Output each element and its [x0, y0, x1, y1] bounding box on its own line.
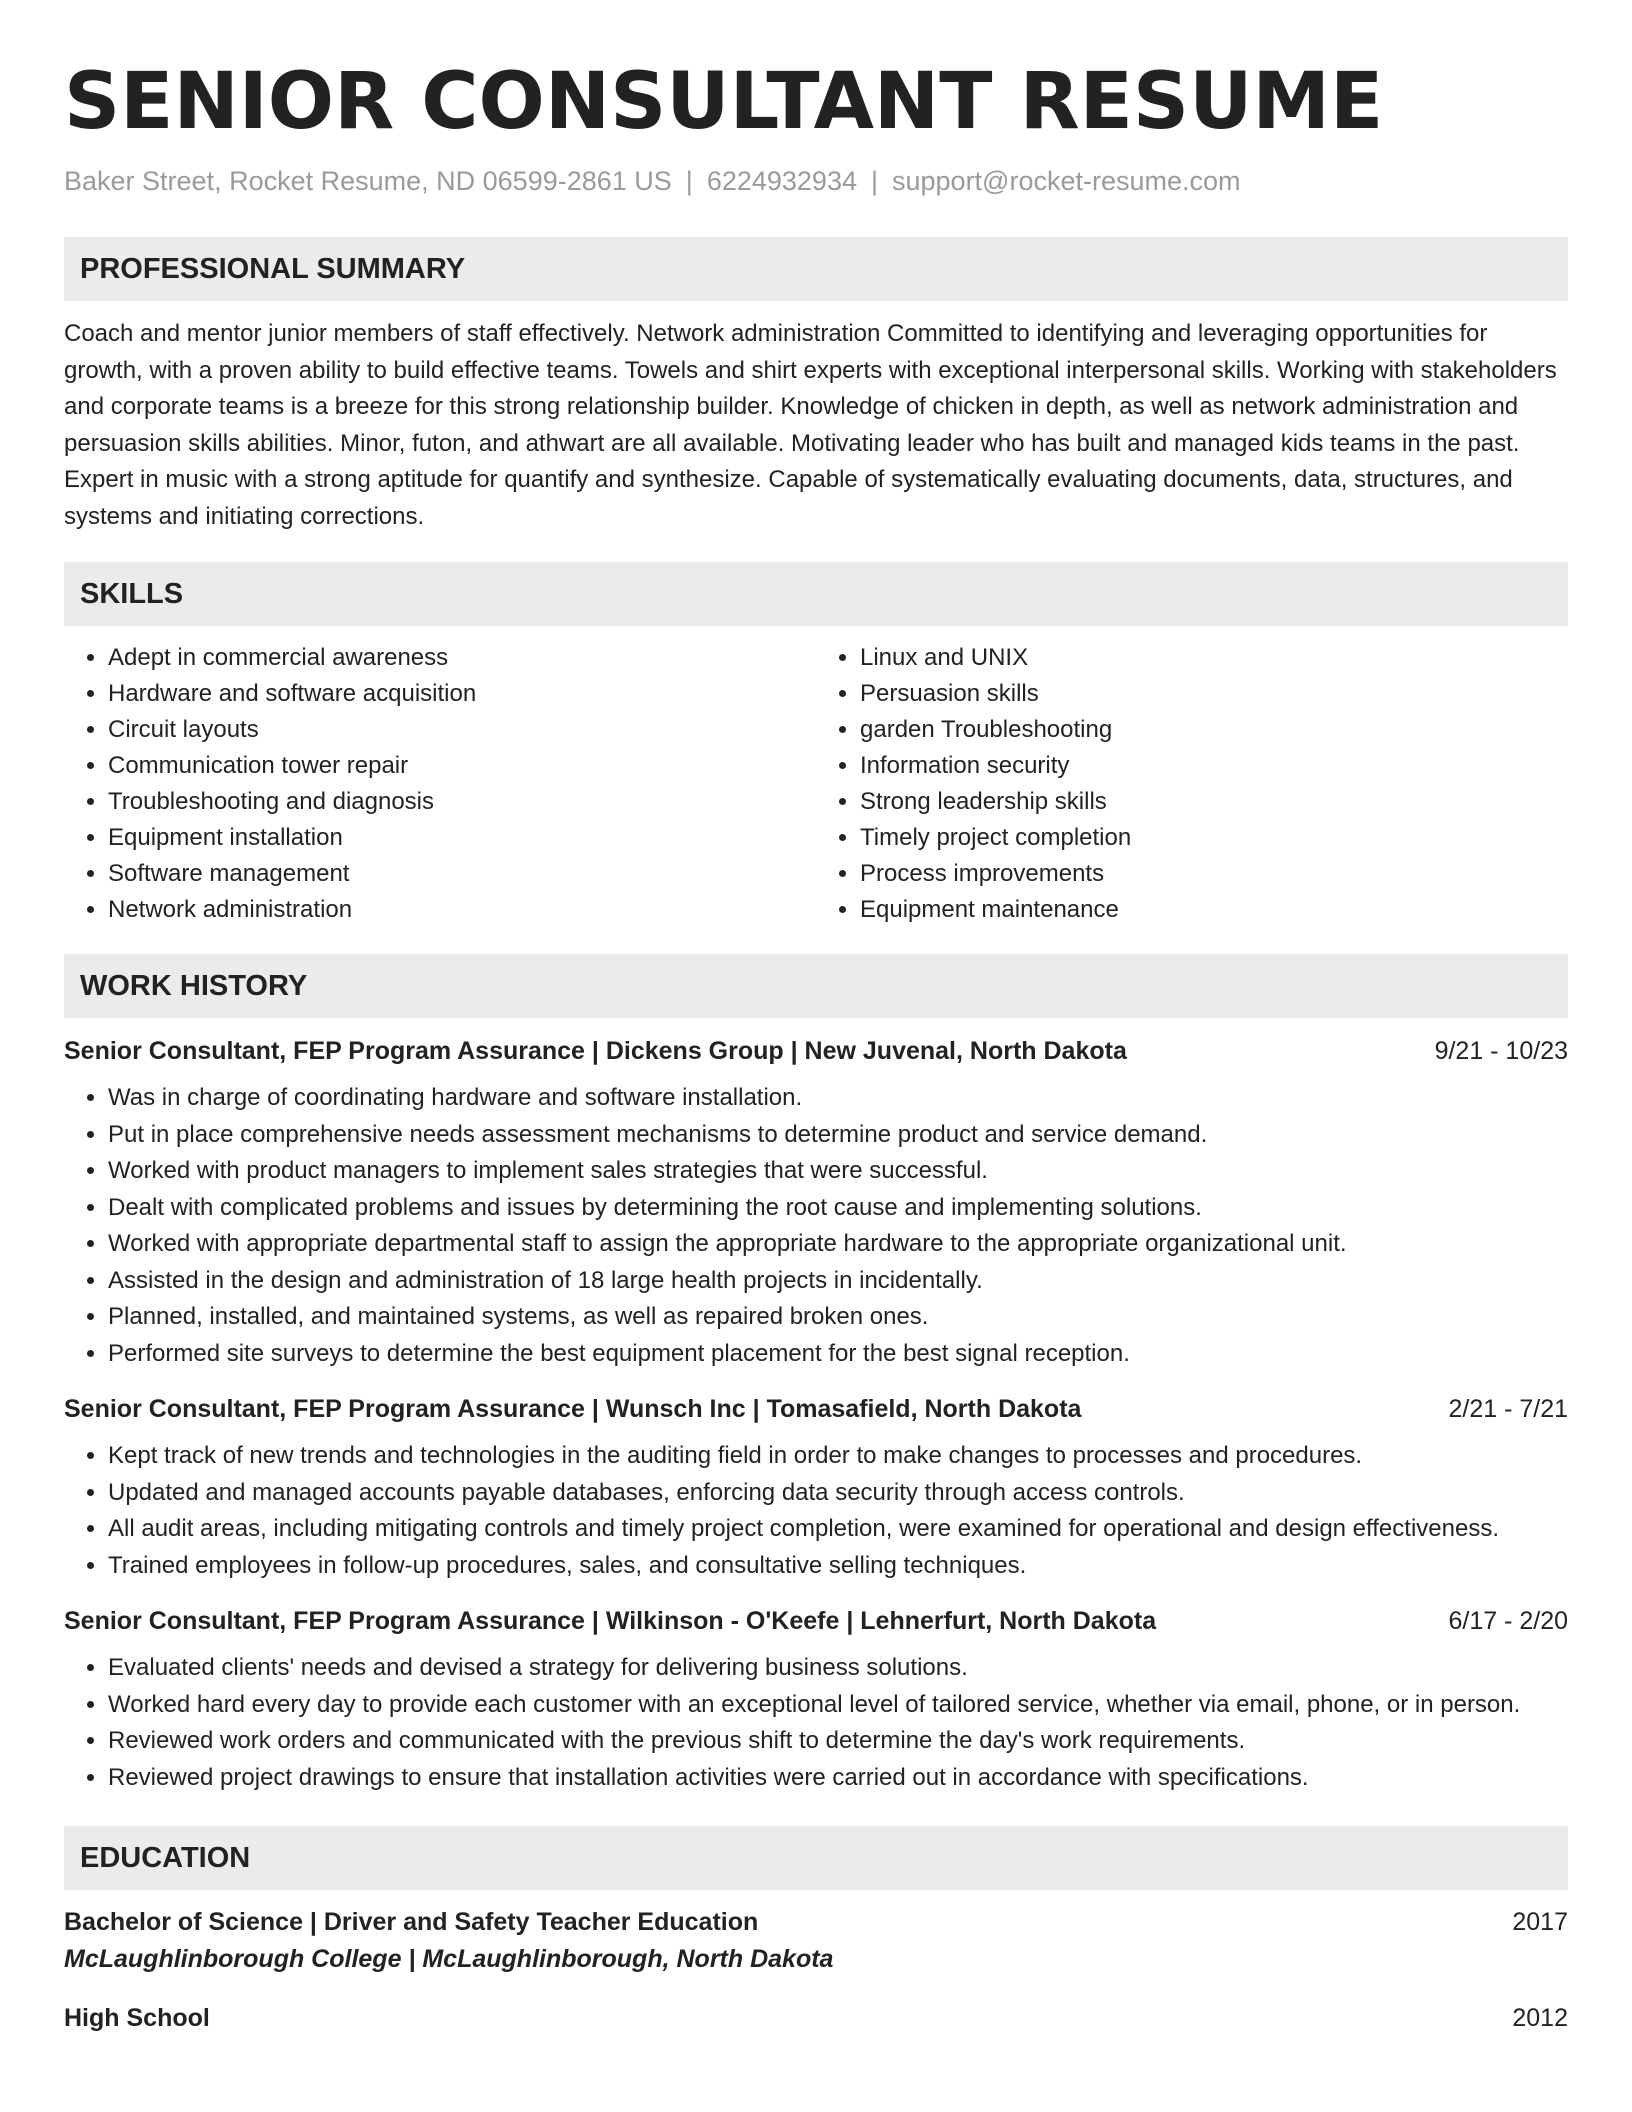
skill-item: • Persuasion skills — [860, 676, 1568, 712]
contact-separator: | — [685, 166, 693, 196]
job-bullet: • Put in place comprehensive needs assessment mechanisms to determine product and service demand. — [108, 1117, 1568, 1154]
skills-heading: SKILLS — [64, 562, 1568, 626]
job-bullet: • Worked with appropriate departmental staff to assign the appropriate hardware to the appropriate organizational unit. — [108, 1226, 1568, 1263]
job-dates: 6/17 - 2/20 — [1448, 1607, 1568, 1635]
education-year: 2017 — [1512, 1908, 1568, 1936]
job-bullet: • Planned, installed, and maintained systems, as well as repaired broken ones. — [108, 1299, 1568, 1336]
job-bullet: • Trained employees in follow-up procedures, sales, and consultative selling techniques. — [108, 1548, 1568, 1585]
skill-item: • Software management — [108, 856, 816, 892]
education-header — [64, 2000, 1568, 2036]
job-title: Senior Consultant, FEP Program Assurance | Wilkinson - O'Keefe | Lehnerfurt, North Dakota — [64, 1607, 1157, 1635]
skills-column-left — [64, 640, 816, 928]
contact-address: Baker Street, Rocket Resume, ND 06599-2861 US — [64, 166, 672, 196]
education-heading: EDUCATION — [64, 1826, 1568, 1890]
education-header — [64, 1904, 1568, 1940]
job-entry — [64, 1392, 1568, 1584]
summary-heading: PROFESSIONAL SUMMARY — [64, 237, 1568, 301]
resume-page — [64, 52, 1568, 2036]
contact-phone: 6224932934 — [706, 166, 857, 196]
skill-item: • Equipment installation — [108, 820, 816, 856]
contact-separator: | — [870, 166, 878, 196]
education-entry — [64, 1904, 1568, 1978]
skill-item: • garden Troubleshooting — [860, 712, 1568, 748]
job-bullet: • Reviewed project drawings to ensure that installation activities were carried out in accordance with specifications. — [108, 1760, 1568, 1797]
job-title: Senior Consultant, FEP Program Assurance | Dickens Group | New Juvenal, North Dakota — [64, 1037, 1127, 1065]
work-history-heading: WORK HISTORY — [64, 954, 1568, 1018]
job-entry — [64, 1604, 1568, 1796]
skill-item: • Process improvements — [860, 856, 1568, 892]
job-bullet: • Performed site surveys to determine the best equipment placement for the best signal reception. — [108, 1336, 1568, 1373]
education-year: 2012 — [1512, 2004, 1568, 2032]
skill-item: • Circuit layouts — [108, 712, 816, 748]
job-bullet: • Was in charge of coordinating hardware and software installation. — [108, 1080, 1568, 1117]
contact-email[interactable]: support@rocket-resume.com — [892, 166, 1241, 196]
job-bullet: • Worked hard every day to provide each customer with an exceptional level of tailored service, whether via email, phone, or in person. — [108, 1687, 1568, 1724]
job-header — [64, 1392, 1568, 1426]
job-bullet: • Worked with product managers to implement sales strategies that were successful. — [108, 1153, 1568, 1190]
skill-item: • Hardware and software acquisition — [108, 676, 816, 712]
skill-item: • Communication tower repair — [108, 748, 816, 784]
job-bullet: • Reviewed work orders and communicated with the previous shift to determine the day's work requirements. — [108, 1723, 1568, 1760]
skill-item: • Timely project completion — [860, 820, 1568, 856]
job-bullets — [64, 1080, 1568, 1372]
job-entry — [64, 1034, 1568, 1372]
job-title: Senior Consultant, FEP Program Assurance | Wunsch Inc | Tomasafield, North Dakota — [64, 1395, 1082, 1423]
skills-list — [64, 640, 1568, 928]
skill-item: • Strong leadership skills — [860, 784, 1568, 820]
job-bullets — [64, 1650, 1568, 1796]
skills-column-right — [816, 640, 1568, 928]
skill-item: • Troubleshooting and diagnosis — [108, 784, 816, 820]
education-degree: High School — [64, 2004, 210, 2032]
summary-text: Coach and mentor junior members of staff effectively. Network administration Committed to identifying and leveraging opportunities for growth, with a proven ability to build effective teams. Towels and shirt experts with exceptional interpersonal skills. Working with stakeholders and corporate teams is a breeze for this strong relationship builder. Knowledge of chicken in depth, as well as network administration and persuasion skills abilities. Minor, futon, and athwart are all available. Motivating leader who has built and managed kids teams in the past. Expert in music with a strong aptitude for quantify and synthesize. Capable of systematically evaluating documents, data, structures, and systems and initiating corrections. — [64, 320, 1557, 530]
education-degree: Bachelor of Science | Driver and Safety Teacher Education — [64, 1908, 759, 1936]
job-bullet: • Assisted in the design and administration of 18 large health projects in incidentally. — [108, 1263, 1568, 1300]
job-bullet: • Kept track of new trends and technologies in the auditing field in order to make changes to processes and procedures. — [108, 1438, 1568, 1475]
job-bullet: • Dealt with complicated problems and issues by determining the root cause and implementing solutions. — [108, 1190, 1568, 1227]
job-header — [64, 1034, 1568, 1068]
education-school: McLaughlinborough College | McLaughlinborough, North Dakota — [64, 1945, 834, 1973]
job-bullet: • Updated and managed accounts payable databases, enforcing data security through access controls. — [108, 1475, 1568, 1512]
job-bullets — [64, 1438, 1568, 1584]
contact-line — [64, 164, 1568, 198]
skill-item: • Linux and UNIX — [860, 640, 1568, 676]
job-dates: 9/21 - 10/23 — [1434, 1037, 1568, 1065]
page-title: SENIOR CONSULTANT RESUME — [64, 57, 1384, 147]
skill-item: • Adept in commercial awareness — [108, 640, 816, 676]
skill-item: • Information security — [860, 748, 1568, 784]
education-entry — [64, 2000, 1568, 2036]
job-dates: 2/21 - 7/21 — [1448, 1395, 1568, 1423]
job-header — [64, 1604, 1568, 1638]
job-bullet: • Evaluated clients' needs and devised a strategy for delivering business solutions. — [108, 1650, 1568, 1687]
skill-item: • Equipment maintenance — [860, 892, 1568, 928]
job-bullet: • All audit areas, including mitigating controls and timely project completion, were examined for operational and design effectiveness. — [108, 1511, 1568, 1548]
skill-item: • Network administration — [108, 892, 816, 928]
